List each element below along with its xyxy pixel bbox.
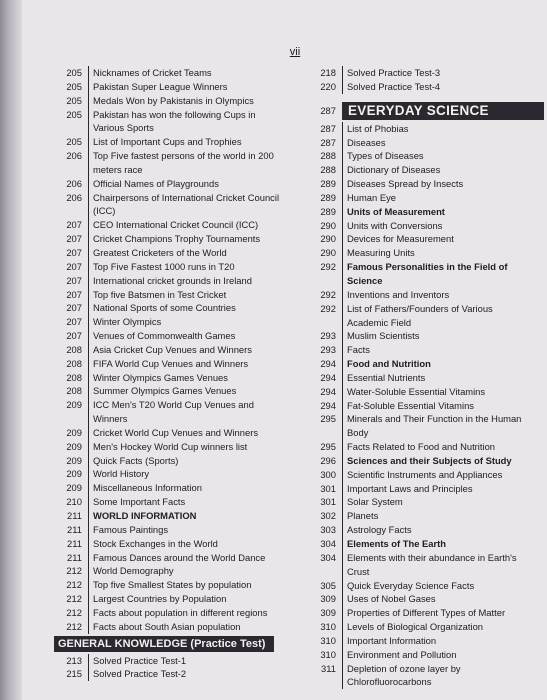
toc-entry-title: List of Phobias (342, 122, 544, 136)
toc-page-number: 293 (320, 330, 336, 342)
toc-page-number: 208 (66, 357, 82, 369)
toc-entry (312, 316, 544, 330)
toc-entry-title: Crust (342, 565, 544, 579)
toc-page-number (312, 565, 342, 579)
toc-entry-title: Nicknames of Cricket Teams (88, 66, 340, 80)
toc-entry-title: Cricket Champions Trophy Tournaments (88, 232, 340, 246)
toc-entry-title: Facts Related to Food and Nutrition (342, 440, 544, 454)
toc-entry (312, 675, 544, 689)
toc-page-number: 289 (320, 191, 336, 203)
toc-page-number: 300 (320, 468, 336, 480)
toc-entry (58, 357, 340, 371)
toc-entry (58, 606, 340, 620)
section-heading-everyday-science (312, 102, 544, 120)
toc-entry (312, 468, 544, 482)
toc-entry (312, 219, 544, 233)
toc-page-number: 208 (66, 371, 82, 383)
toc-entry-title: Measuring Units (342, 246, 544, 260)
toc-entry (312, 343, 544, 357)
toc-entry (58, 523, 340, 537)
toc-entry (312, 412, 544, 426)
toc-page-number: 209 (66, 468, 82, 480)
toc-entry (58, 121, 340, 135)
toc-entry-title: Official Names of Playgrounds (88, 177, 340, 191)
toc-entry (312, 329, 544, 343)
toc-entry-title: Summer Olympics Games Venues (88, 384, 340, 398)
toc-entry (312, 509, 544, 523)
toc-page-number: 209 (66, 482, 82, 494)
toc-entry (312, 260, 544, 288)
toc-entry-title: Cricket World Cup Venues and Winners (88, 426, 340, 440)
toc-left-column (58, 66, 340, 681)
toc-page-number: 215 (66, 668, 82, 680)
toc-entry-title: Inventions and Inventors (342, 288, 544, 302)
toc-entry-title: Famous Paintings (88, 523, 340, 537)
toc-entry (312, 80, 544, 94)
toc-entry (58, 80, 340, 94)
toc-page-number: 304 (320, 538, 336, 549)
toc-page-number: 211 (67, 551, 82, 563)
toc-entry (312, 149, 544, 163)
toc-page-number: 302 (320, 510, 336, 522)
toc-entry (58, 260, 340, 274)
toc-entry (58, 509, 340, 523)
toc-page-number (58, 121, 88, 135)
toc-page-number: 290 (320, 219, 336, 231)
toc-entry (58, 578, 340, 592)
toc-entry (58, 177, 340, 191)
toc-page-number: 207 (66, 219, 82, 231)
toc-page-number: 211 (67, 537, 82, 549)
toc-entry (58, 551, 340, 565)
toc-page-number: 309 (320, 607, 336, 619)
toc-entry-title: Top Five Fastest 1000 runs in T20 (88, 260, 340, 274)
toc-entry-title: Types of Diseases (342, 149, 544, 163)
toc-page-number: 205 (66, 108, 82, 120)
toc-entry-title: Environment and Pollution (342, 648, 544, 662)
toc-page-number: 212 (66, 565, 82, 577)
toc-entry-title: Important Laws and Principles (342, 482, 544, 496)
toc-page-number: 207 (66, 260, 82, 272)
toc-entry (312, 426, 544, 440)
toc-entry-title: National Sports of some Countries (88, 301, 340, 315)
toc-entry-title: CEO International Cricket Council (ICC) (88, 218, 340, 232)
page-number: vii (289, 46, 301, 58)
toc-entry-title: FIFA World Cup Venues and Winners (88, 357, 340, 371)
toc-entry (58, 467, 340, 481)
toc-entry (58, 232, 340, 246)
toc-entry-title: Top five Smallest States by population (88, 578, 340, 592)
section-gap (312, 94, 544, 101)
toc-page-number: 205 (66, 94, 82, 106)
toc-entry (58, 654, 340, 668)
toc-page-number: 293 (320, 344, 336, 356)
toc-entry-title: Stock Exchanges in the World (88, 537, 340, 551)
toc-entry (58, 667, 340, 681)
toc-entry-title: Pakistan Super League Winners (88, 80, 340, 94)
toc-entry (58, 191, 340, 205)
toc-entry-title: Facts about South Asian population (88, 620, 340, 634)
toc-entry (58, 454, 340, 468)
toc-entry-title: Units of Measurement (342, 205, 544, 219)
toc-entry-title: (ICC) (88, 204, 340, 218)
toc-entry-title: Pakistan has won the following Cups in (88, 108, 340, 122)
toc-page-number: 210 (66, 496, 82, 508)
toc-page-number: 304 (320, 551, 336, 563)
toc-entry-title: Sciences and their Subjects of Study (342, 454, 544, 468)
toc-entry-title: Diseases Spread by Insects (342, 177, 544, 191)
toc-entry (312, 163, 544, 177)
toc-page-number: 301 (320, 482, 336, 494)
toc-entry-title: Uses of Nobel Gases (342, 592, 544, 606)
toc-entry-title: Venues of Commonwealth Games (88, 329, 340, 343)
toc-page-number (58, 204, 88, 218)
toc-page-number: 305 (320, 579, 336, 591)
toc-entry (58, 66, 340, 80)
toc-page-number: 294 (320, 399, 336, 411)
toc-entry (312, 357, 544, 371)
toc-entry-title: Famous Dances around the World Dance (88, 551, 340, 565)
toc-entry-title: Miscellaneous Information (88, 481, 340, 495)
toc-page-number: 207 (66, 288, 82, 300)
toc-entry (312, 620, 544, 634)
toc-entry (58, 343, 340, 357)
toc-entry (58, 315, 340, 329)
toc-page-number: 301 (320, 496, 336, 508)
toc-entry-title: Devices for Measurement (342, 232, 544, 246)
toc-page-number: 295 (320, 413, 336, 425)
book-spine-shadow (0, 0, 22, 700)
toc-entry (58, 440, 340, 454)
toc-entry-title: Minerals and Their Function in the Human (342, 412, 544, 426)
toc-page-number: 211 (67, 510, 82, 521)
toc-entry (58, 412, 340, 426)
toc-entry (58, 564, 340, 578)
toc-entry-title: Water-Soluble Essential Vitamins (342, 385, 544, 399)
toc-entry (312, 136, 544, 150)
toc-entry (312, 66, 544, 80)
toc-entry (58, 135, 340, 149)
toc-entry-title: Depletion of ozone layer by (342, 662, 544, 676)
toc-entry (58, 204, 340, 218)
toc-entry (58, 149, 340, 163)
toc-page-number: 295 (320, 441, 336, 453)
toc-entry (58, 163, 340, 177)
toc-entry-title: Top five Batsmen in Test Cricket (88, 288, 340, 302)
toc-page-number: 211 (67, 523, 82, 535)
toc-page-number: 309 (320, 593, 336, 605)
toc-entry-title: Winter Olympics Games Venues (88, 371, 340, 385)
toc-page-number: 212 (66, 620, 82, 632)
toc-entry (58, 274, 340, 288)
toc-page-number: 205 (66, 80, 82, 92)
toc-page-number: 294 (320, 358, 336, 370)
toc-entry (58, 218, 340, 232)
toc-page-number: 292 (320, 261, 336, 273)
toc-page-number: 288 (320, 150, 336, 162)
toc-entry (312, 302, 544, 316)
toc-page-number: 206 (66, 177, 82, 189)
toc-entry-title: Elements of The Earth (342, 537, 544, 551)
toc-entry-title: World Demography (88, 564, 340, 578)
toc-page-number: 207 (66, 302, 82, 314)
toc-entry-title: Chlorofluorocarbons (342, 675, 544, 689)
toc-right-column (312, 66, 544, 689)
toc-entry-title: Medals Won by Pakistanis in Olympics (88, 94, 340, 108)
toc-page-number: 205 (66, 67, 82, 78)
toc-page-number: 296 (320, 454, 336, 466)
toc-entry (312, 454, 544, 468)
toc-entry-title: Solved Practice Test-4 (342, 80, 544, 94)
toc-page-number: 209 (66, 399, 82, 411)
toc-entry-title: Muslim Scientists (342, 329, 544, 343)
toc-entry (312, 606, 544, 620)
toc-entry (312, 399, 544, 413)
toc-page-number (312, 675, 342, 689)
toc-page-number: 207 (66, 330, 82, 342)
toc-entry-title: Levels of Biological Organization (342, 620, 544, 634)
toc-entry-title: Chairpersons of International Cricket Council (88, 191, 340, 205)
toc-entry (58, 537, 340, 551)
toc-entry (58, 371, 340, 385)
toc-entry (58, 592, 340, 606)
toc-page-number: 212 (66, 606, 82, 618)
toc-entry (312, 495, 544, 509)
toc-entry-title: Units with Conversions (342, 219, 544, 233)
toc-entry-title: Dictionary of Diseases (342, 163, 544, 177)
toc-entry (312, 551, 544, 565)
toc-page-number: 303 (320, 524, 336, 536)
toc-entry (312, 191, 544, 205)
toc-entry-title: Important Information (342, 634, 544, 648)
toc-page-number: 209 (66, 454, 82, 466)
toc-page-number: 213 (66, 654, 82, 666)
toc-page-number: 290 (320, 247, 336, 259)
toc-page-number: 294 (320, 385, 336, 397)
toc-page-number: 292 (320, 288, 336, 300)
toc-entry (312, 592, 544, 606)
toc-entry (312, 523, 544, 537)
toc-entry (58, 481, 340, 495)
toc-page-number: 288 (320, 164, 336, 176)
toc-entry-title: Food and Nutrition (342, 357, 544, 371)
toc-entry (58, 288, 340, 302)
toc-page-number: 209 (66, 426, 82, 438)
toc-page-number (58, 412, 88, 426)
toc-entry-title: Essential Nutrients (342, 371, 544, 385)
toc-entry-title: Solar System (342, 495, 544, 509)
toc-entry (312, 565, 544, 579)
toc-entry-title: Facts about population in different regions (88, 606, 340, 620)
toc-page-number: 209 (66, 440, 82, 452)
toc-page-number: 218 (320, 67, 336, 78)
toc-entry (312, 371, 544, 385)
toc-page-number: 310 (320, 621, 336, 633)
toc-page-number: 290 (320, 233, 336, 245)
toc-page-number: 287 (320, 104, 336, 116)
toc-entry-title: Facts (342, 343, 544, 357)
toc-entry (312, 385, 544, 399)
toc-page-number (312, 426, 342, 440)
toc-entry-title: List of Important Cups and Trophies (88, 135, 340, 149)
toc-entry (312, 634, 544, 648)
toc-page-number: 220 (320, 80, 336, 92)
toc-entry (312, 482, 544, 496)
toc-page-number (58, 163, 88, 177)
toc-entry-title: Greatest Cricketers of the World (88, 246, 340, 260)
toc-entry-title: Scientific Instruments and Appliances (342, 468, 544, 482)
toc-entry-title: EVERYDAY SCIENCE (342, 102, 544, 120)
toc-entry (58, 301, 340, 315)
toc-page-number: 206 (66, 191, 82, 203)
toc-entry-title: Solved Practice Test-3 (342, 66, 544, 80)
toc-entry (312, 246, 544, 260)
toc-entry (58, 398, 340, 412)
toc-entry (312, 122, 544, 136)
toc-entry-title: Solved Practice Test-2 (88, 667, 340, 681)
toc-entry (58, 384, 340, 398)
toc-page-number: 289 (320, 205, 336, 217)
toc-page-number: 287 (320, 136, 336, 148)
toc-entry (312, 662, 544, 676)
toc-entry (58, 94, 340, 108)
toc-entry-title: Asia Cricket Cup Venues and Winners (88, 343, 340, 357)
toc-entry (312, 232, 544, 246)
toc-entry (312, 205, 544, 219)
toc-entry-title: Human Eye (342, 191, 544, 205)
toc-page-number: 206 (66, 150, 82, 162)
toc-page-number (312, 316, 342, 330)
toc-entry-title: Body (342, 426, 544, 440)
toc-entry-title: Solved Practice Test-1 (88, 654, 340, 668)
toc-entry (58, 495, 340, 509)
toc-entry-title: Top Five fastest persons of the world in 200 (88, 149, 340, 163)
toc-entry-title: Famous Personalities in the Field of Science (342, 260, 544, 288)
toc-page-number: 292 (320, 302, 336, 314)
toc-entry (58, 620, 340, 634)
toc-page-number: 289 (320, 178, 336, 190)
toc-entry (58, 246, 340, 260)
toc-entry (58, 329, 340, 343)
toc-page-number: 212 (66, 579, 82, 591)
toc-entry-title: ICC Men's T20 World Cup Venues and (88, 398, 340, 412)
toc-entry-title: Elements with their abundance in Earth's (342, 551, 544, 565)
toc-page-number: 207 (66, 274, 82, 286)
toc-entry-title: Astrology Facts (342, 523, 544, 537)
toc-entry-title: Winter Olympics (88, 315, 340, 329)
toc-entry (58, 426, 340, 440)
toc-entry-title: Diseases (342, 136, 544, 150)
section-heading-general-knowledge: GENERAL KNOWLEDGE (Practice Test) (54, 636, 274, 652)
toc-entry-title: Academic Field (342, 316, 544, 330)
toc-entry (312, 177, 544, 191)
toc-entry-title: Quick Everyday Science Facts (342, 579, 544, 593)
toc-entry (312, 648, 544, 662)
toc-entry-title: Some Important Facts (88, 495, 340, 509)
toc-page-number: 294 (320, 371, 336, 383)
toc-page-number: 207 (66, 246, 82, 258)
toc-entry-title: Winners (88, 412, 340, 426)
toc-page-number: 287 (320, 122, 336, 134)
toc-page-number: 208 (66, 385, 82, 397)
toc-entry-title: Properties of Different Types of Matter (342, 606, 544, 620)
toc-entry-title: WORLD INFORMATION (88, 509, 340, 523)
toc-entry-title: International cricket grounds in Ireland (88, 274, 340, 288)
toc-page-number: 311 (321, 662, 336, 674)
toc-page-number: 208 (66, 343, 82, 355)
toc-entry-title: Men's Hockey World Cup winners list (88, 440, 340, 454)
toc-entry-title: Largest Countries by Population (88, 592, 340, 606)
toc-entry-title: List of Fathers/Founders of Various (342, 302, 544, 316)
toc-entry-title: World History (88, 467, 340, 481)
toc-page-number: 207 (66, 233, 82, 245)
toc-entry (312, 579, 544, 593)
toc-entry-title: Various Sports (88, 121, 340, 135)
toc-page-number: 205 (66, 136, 82, 148)
toc-page-number: 212 (66, 593, 82, 605)
toc-entry-title: Quick Facts (Sports) (88, 454, 340, 468)
toc-entry (312, 288, 544, 302)
toc-entry (58, 108, 340, 122)
toc-entry (312, 440, 544, 454)
toc-page-number: 310 (320, 648, 336, 660)
toc-entry-title: Fat-Soluble Essential Vitamins (342, 399, 544, 413)
toc-entry (312, 537, 544, 551)
toc-entry-title: Planets (342, 509, 544, 523)
toc-page-number: 207 (66, 316, 82, 328)
toc-page-number: 310 (320, 634, 336, 646)
toc-entry-title: meters race (88, 163, 340, 177)
